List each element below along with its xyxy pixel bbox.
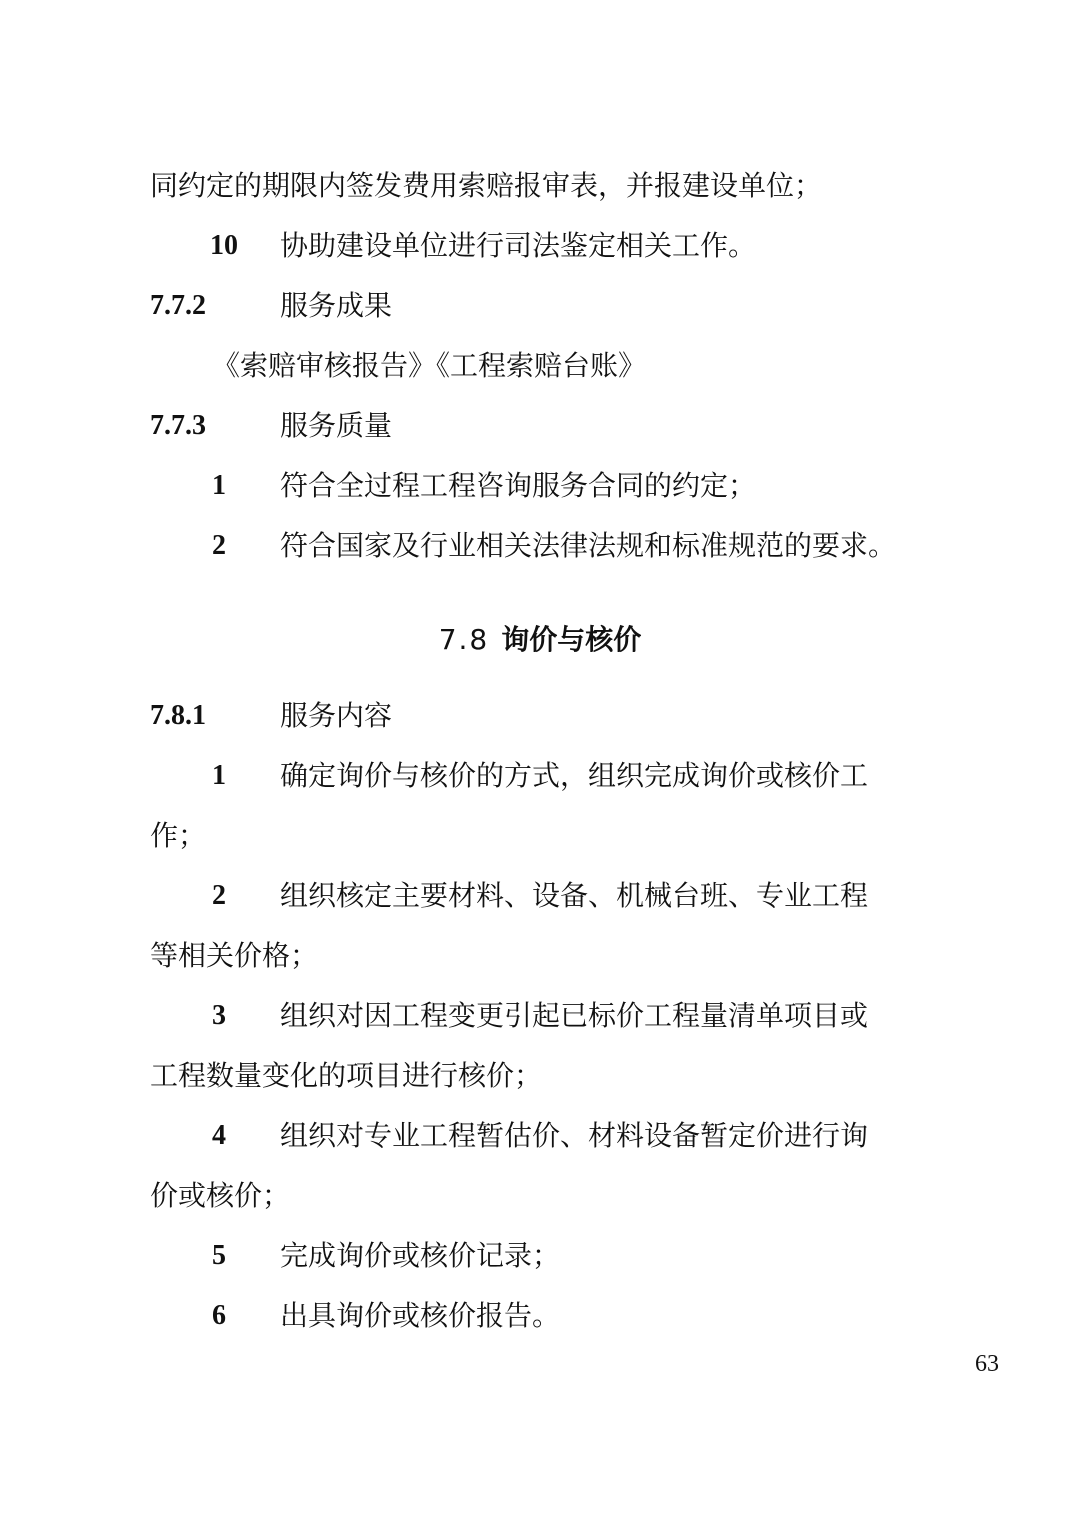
page-number: 63 — [975, 1351, 999, 1377]
item-text: 组织核定主要材料、设备、机械台班、专业工程 — [280, 879, 869, 912]
item-number: 4 — [212, 1120, 226, 1151]
item-number: 5 — [212, 1240, 226, 1271]
section-number: 7.7.3 — [150, 410, 206, 441]
chapter-heading-7-8 — [0, 620, 1080, 660]
item-number: 3 — [212, 1000, 226, 1031]
item-number: 2 — [212, 880, 226, 911]
output-documents: 《索赔审核报告》《工程索赔台账》 — [212, 349, 647, 382]
item-text: 符合国家及行业相关法律法规和标准规范的要求。 — [280, 529, 897, 562]
item-text: 组织对专业工程暂估价、材料设备暂定价进行询 — [280, 1119, 869, 1152]
item-number: 10 — [210, 230, 238, 261]
item-number: 2 — [212, 530, 226, 561]
section-title: 服务成果 — [280, 289, 393, 322]
section-number: 7.8.1 — [150, 700, 206, 731]
item-text-cont: 等相关价格； — [150, 939, 319, 972]
item-text-cont: 工程数量变化的项目进行核价； — [150, 1059, 543, 1092]
item-text: 符合全过程工程咨询服务合同的约定； — [280, 469, 757, 502]
item-text-cont: 价或核价； — [150, 1179, 291, 1212]
item-text: 出具询价或核价报告。 — [280, 1299, 561, 1332]
section-title: 服务质量 — [280, 409, 393, 442]
chapter-number: 7.8 — [438, 623, 490, 656]
item-text: 组织对因工程变更引起已标价工程量清单项目或 — [280, 999, 869, 1032]
item-number: 1 — [212, 760, 226, 791]
section-title: 服务内容 — [280, 699, 393, 732]
item-number: 6 — [212, 1300, 226, 1331]
item-text-cont: 作； — [150, 819, 207, 852]
item-text: 完成询价或核价记录； — [280, 1239, 561, 1272]
item-text: 协助建设单位进行司法鉴定相关工作。 — [280, 229, 757, 262]
chapter-title: 询价与核价 — [501, 623, 642, 656]
text-line: 同约定的期限内签发费用索赔报审表，并报建设单位； — [150, 169, 823, 202]
item-text: 确定询价与核价的方式，组织完成询价或核价工 — [280, 759, 869, 792]
item-number: 1 — [212, 470, 226, 501]
section-number: 7.7.2 — [150, 290, 206, 321]
